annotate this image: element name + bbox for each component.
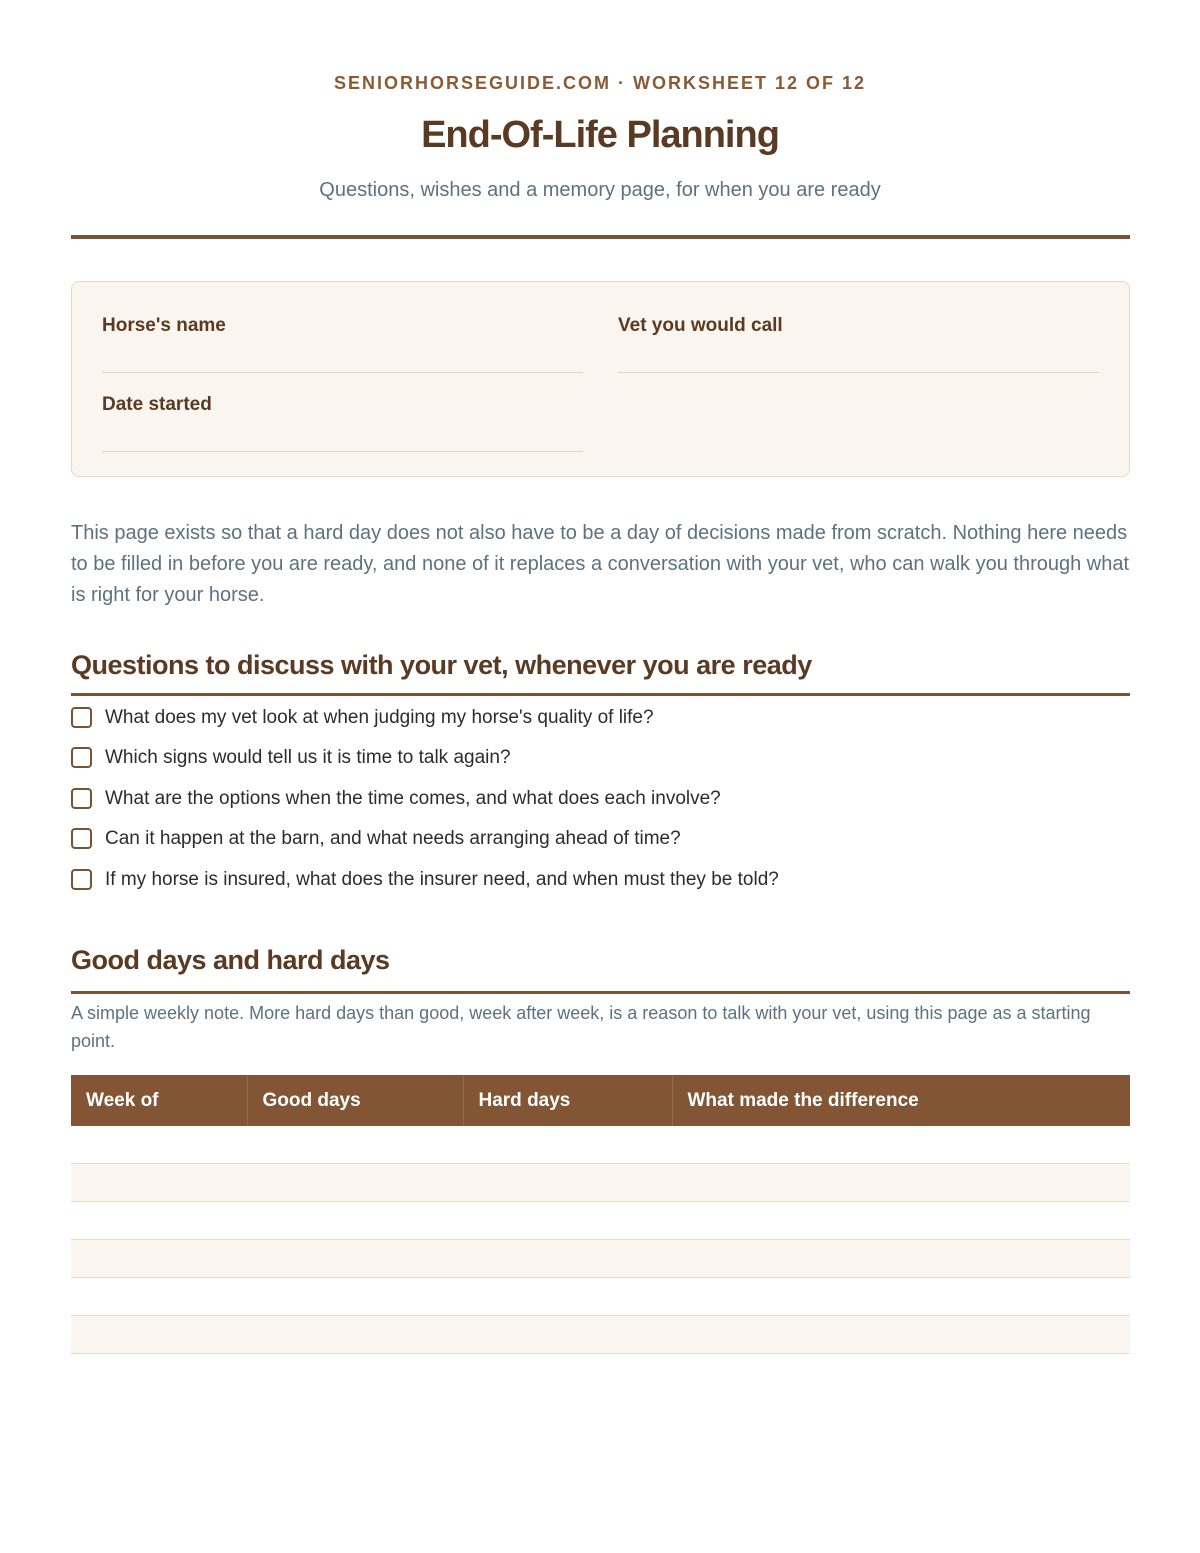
column-header-difference: What made the difference <box>672 1075 1130 1126</box>
days-divider <box>71 991 1130 994</box>
checklist-item <box>71 784 1130 824</box>
page-title: End-Of-Life Planning <box>421 114 779 156</box>
column-header-good-days: Good days <box>247 1075 463 1126</box>
table-cell[interactable] <box>463 1240 672 1278</box>
table-cell[interactable] <box>71 1126 247 1164</box>
days-note: A simple weekly note. More hard days than good, week after week, is a reason to talk with your vet, using this page as a starting point. <box>71 1003 1091 1051</box>
table-cell[interactable] <box>463 1126 672 1164</box>
checklist-item-text: Can it happen at the barn, and what needs arranging ahead of time? <box>105 828 681 850</box>
questions-divider <box>71 693 1130 696</box>
checkbox[interactable] <box>71 707 92 728</box>
checkbox[interactable] <box>71 747 92 768</box>
page-subtitle: Questions, wishes and a memory page, for when you are ready <box>319 179 881 201</box>
checklist-item <box>71 824 1130 864</box>
intro-paragraph: This page exists so that a hard day does not also have to be a day of decisions made from scratch. Nothing here needs to be filled in before you are ready, and none of it replaces a conversation with your vet, who can walk you through what is right for your horse. <box>71 522 1130 606</box>
date-started-input-line[interactable] <box>102 451 583 452</box>
table-row <box>71 1316 1130 1354</box>
table-cell[interactable] <box>247 1164 463 1202</box>
questions-heading: Questions to discuss with your vet, whenever you are ready <box>71 650 812 680</box>
checklist-item <box>71 703 1130 743</box>
table-row <box>71 1240 1130 1278</box>
table-cell[interactable] <box>247 1240 463 1278</box>
horse-name-input-line[interactable] <box>102 372 583 373</box>
checklist-item <box>71 743 1130 783</box>
checkbox[interactable] <box>71 828 92 849</box>
details-box <box>71 281 1130 477</box>
table-cell[interactable] <box>71 1202 247 1240</box>
date-started-field <box>102 394 583 452</box>
worksheet-kicker: SENIORHORSEGUIDE.COM · WORKSHEET 12 OF 12 <box>333 73 867 93</box>
horse-name-field <box>102 315 583 373</box>
table-cell[interactable] <box>463 1316 672 1354</box>
questions-checklist <box>71 703 1130 905</box>
table-row <box>71 1202 1130 1240</box>
table-cell[interactable] <box>247 1278 463 1316</box>
table-cell[interactable] <box>463 1278 672 1316</box>
header-divider <box>71 235 1130 239</box>
vet-field <box>618 315 1099 373</box>
table-cell[interactable] <box>463 1164 672 1202</box>
table-cell[interactable] <box>672 1164 1130 1202</box>
table-cell[interactable] <box>672 1126 1130 1164</box>
horse-name-label: Horse's name <box>102 315 226 336</box>
checkbox[interactable] <box>71 788 92 809</box>
days-heading: Good days and hard days <box>71 945 390 975</box>
table-row <box>71 1164 1130 1202</box>
table-cell[interactable] <box>71 1316 247 1354</box>
checkbox[interactable] <box>71 869 92 890</box>
table-cell[interactable] <box>672 1202 1130 1240</box>
table-cell[interactable] <box>247 1316 463 1354</box>
table-cell[interactable] <box>672 1316 1130 1354</box>
table-cell[interactable] <box>247 1126 463 1164</box>
table-row <box>71 1278 1130 1316</box>
vet-input-line[interactable] <box>618 372 1099 373</box>
table-cell[interactable] <box>71 1164 247 1202</box>
table-cell[interactable] <box>247 1202 463 1240</box>
table-cell[interactable] <box>463 1202 672 1240</box>
checklist-item-text: Which signs would tell us it is time to talk again? <box>105 747 511 769</box>
column-header-hard-days: Hard days <box>463 1075 672 1126</box>
table-cell[interactable] <box>672 1240 1130 1278</box>
date-started-label: Date started <box>102 394 212 415</box>
checklist-item-text: If my horse is insured, what does the insurer need, and when must they be told? <box>105 868 779 890</box>
table-header-row <box>71 1075 1130 1126</box>
table-cell[interactable] <box>672 1278 1130 1316</box>
table-cell[interactable] <box>71 1278 247 1316</box>
weekly-log-table <box>71 1075 1130 1354</box>
vet-label: Vet you would call <box>618 315 783 336</box>
column-header-week: Week of <box>71 1075 247 1126</box>
table-cell[interactable] <box>71 1240 247 1278</box>
checklist-item-text: What does my vet look at when judging my horse's quality of life? <box>105 707 654 728</box>
checklist-item-text: What are the options when the time comes, and what does each involve? <box>105 787 721 809</box>
checklist-item <box>71 865 1130 905</box>
table-row <box>71 1126 1130 1164</box>
